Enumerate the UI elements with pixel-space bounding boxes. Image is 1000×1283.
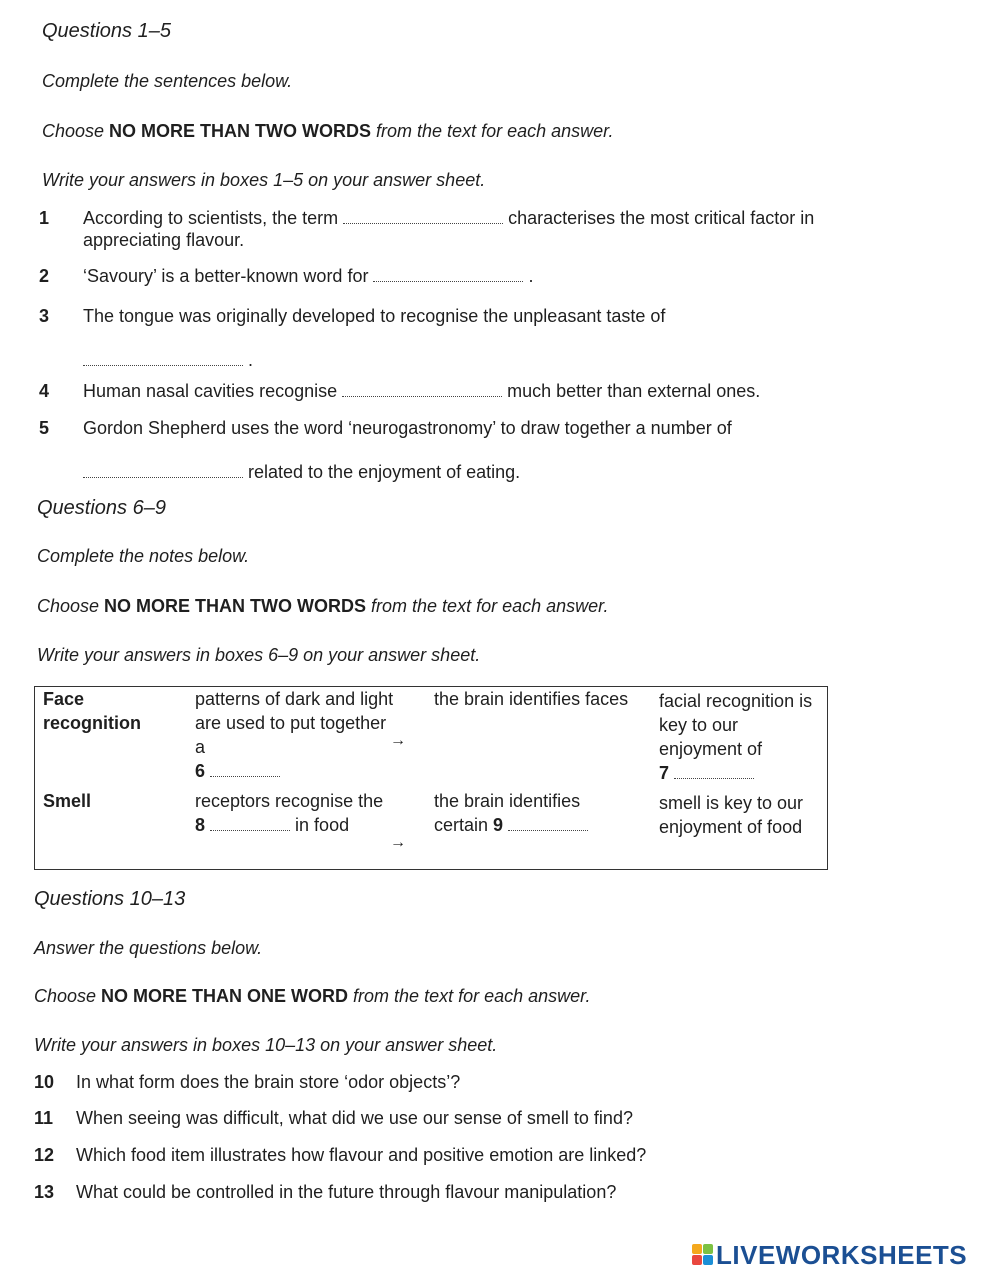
section3-instruction-choose: Choose NO MORE THAN ONE WORD from the text for each answer. bbox=[34, 986, 591, 1006]
section2-instruction-complete: Complete the notes below. bbox=[37, 546, 250, 566]
section3-instruction-write: Write your answers in boxes 10–13 on your answer sheet. bbox=[34, 1035, 498, 1055]
section2-heading: Questions 6–9 bbox=[37, 497, 166, 519]
answer-gap-4[interactable] bbox=[342, 382, 502, 397]
liveworksheets-logo: LIVEWORKSHEETS bbox=[692, 1240, 967, 1271]
section3-instruction-answer: Answer the questions below. bbox=[34, 938, 263, 958]
arrow-icon: → bbox=[390, 732, 406, 749]
section1-heading: Questions 1–5 bbox=[42, 20, 171, 42]
answer-gap-3[interactable] bbox=[83, 351, 243, 366]
arrow-icon: → bbox=[390, 834, 406, 851]
notes-table bbox=[34, 686, 828, 870]
row2-col3: the brain identifies certain 9 bbox=[434, 789, 644, 837]
answer-gap-5[interactable] bbox=[83, 463, 243, 478]
answer-gap-7[interactable] bbox=[674, 764, 754, 779]
row1-col2: patterns of dark and light are used to put together a 6 bbox=[195, 689, 394, 781]
section1-instruction-write: Write your answers in boxes 1–5 on your answer sheet. bbox=[42, 170, 486, 190]
answer-gap-9[interactable] bbox=[508, 816, 588, 831]
row1-col4: facial recognition is key to our enjoyment of 7 bbox=[659, 691, 813, 783]
section1-instruction-complete: Complete the sentences below. bbox=[42, 71, 293, 91]
answer-gap-2[interactable] bbox=[373, 267, 523, 282]
row1-col3: the brain identifies faces bbox=[434, 689, 629, 709]
answer-gap-1[interactable] bbox=[343, 209, 503, 224]
section2-instruction-choose: Choose NO MORE THAN TWO WORDS from the text for each answer. bbox=[37, 596, 609, 616]
row2-col4: smell is key to our enjoyment of food bbox=[659, 793, 804, 837]
section3-heading: Questions 10–13 bbox=[34, 888, 186, 910]
section2-instruction-write: Write your answers in boxes 6–9 on your answer sheet. bbox=[37, 645, 481, 665]
answer-gap-8[interactable] bbox=[210, 816, 290, 831]
liveworksheets-logo-icon bbox=[692, 1244, 714, 1266]
row2-col2: receptors recognise the 8 in food bbox=[195, 791, 384, 835]
answer-gap-6[interactable] bbox=[210, 762, 280, 777]
row-label-face-recognition: Face recognition bbox=[43, 689, 141, 733]
row-label-smell: Smell bbox=[43, 791, 92, 811]
section1-instruction-choose: Choose NO MORE THAN TWO WORDS from the text for each answer. bbox=[42, 121, 614, 141]
